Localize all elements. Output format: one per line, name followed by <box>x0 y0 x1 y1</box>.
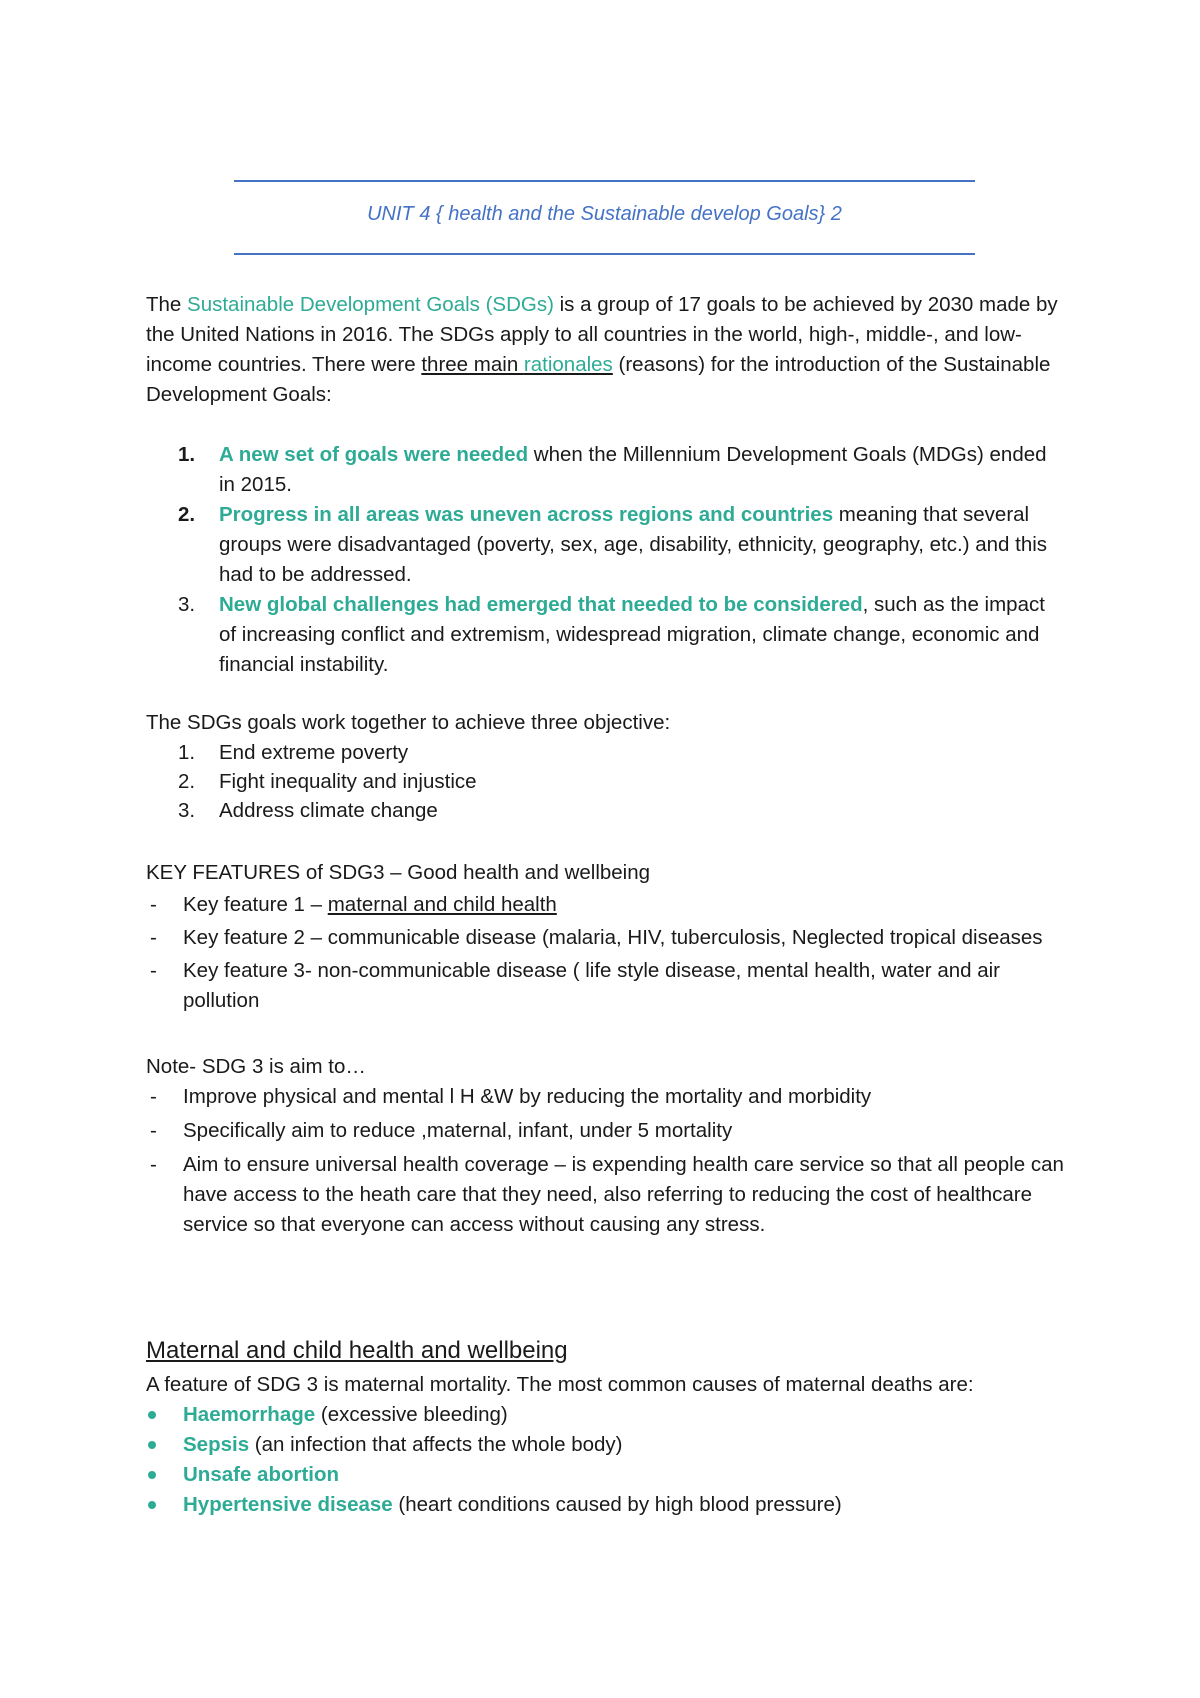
aim-text: Improve physical and mental l H &W by reducing the mortality and morbidity <box>183 1085 872 1108</box>
list-item <box>146 1490 1066 1520</box>
list-item <box>146 1116 1066 1146</box>
sdg-name-highlight: Sustainable Development Goals (SDGs) <box>187 293 554 316</box>
maternal-intro: A feature of SDG 3 is maternal mortality. The most common causes of maternal deaths are: <box>146 1373 974 1396</box>
rationales-list <box>146 440 1066 680</box>
intro-text-1: The <box>146 293 188 316</box>
list-number: 2. <box>178 503 196 526</box>
bullet-dot-icon <box>148 1411 156 1419</box>
list-item <box>146 923 1066 953</box>
rationale-highlight: A new set of goals were needed <box>219 443 529 466</box>
list-item <box>146 956 1066 1016</box>
maternal-causes-list <box>146 1400 1066 1520</box>
cause-description: (heart conditions caused by high blood pressure) <box>392 1493 842 1516</box>
rationale-highlight: New global challenges had emerged that needed to be considered <box>219 593 863 616</box>
list-item <box>146 890 1066 920</box>
intro-text-3: (reasons) for the introduction of the Sustainable Development Goals: <box>146 353 1051 406</box>
bullet-dot-icon <box>148 1471 156 1479</box>
cause-name: Sepsis <box>183 1433 250 1456</box>
cause-name: Unsafe abortion <box>183 1463 340 1486</box>
list-item <box>146 1460 1066 1490</box>
aim-text: Aim to ensure universal health coverage – is expending health care service so that all people can have access to the heath care that they need, also referring to reducing the cost of healthcare service so that everyone can access without causing any stress. <box>183 1153 1064 1236</box>
rationale-highlight: Progress in all areas was uneven across regions and countries <box>219 503 834 526</box>
maternal-heading: Maternal and child health and wellbeing <box>146 1337 568 1364</box>
intro-text-2: is a group of 17 goals to be achieved by 2030 made by the United Nations in 2016. The SDGs apply to all countries in the world, high-, middle-, and low-income countries. There were <box>146 293 1058 376</box>
aims-list <box>146 1082 1066 1244</box>
note-intro: Note- SDG 3 is aim to… <box>146 1055 366 1078</box>
key-feature-1-topic: maternal and child health <box>327 893 557 916</box>
key-features-heading: KEY FEATURES of SDG3 – Good health and wellbeing <box>146 861 651 884</box>
list-item <box>146 1150 1066 1240</box>
list-item <box>146 440 1066 500</box>
list-item <box>146 767 1066 796</box>
list-item <box>146 1082 1066 1112</box>
dash-marker: - <box>150 926 157 949</box>
intro-paragraph <box>146 290 1066 410</box>
list-item <box>146 590 1066 680</box>
key-feature-3: Key feature 3- non-communicable disease ( life style disease, mental health, water and air pollution <box>183 959 1001 1012</box>
bullet-dot-icon <box>148 1441 156 1449</box>
objective-text: Fight inequality and injustice <box>219 770 477 793</box>
cause-name: Hypertensive disease <box>183 1493 393 1516</box>
bullet-dot-icon <box>148 1501 156 1509</box>
rationales-word: rationales <box>523 353 613 376</box>
list-number: 1. <box>178 443 196 466</box>
key-features-list <box>146 890 1066 1019</box>
cause-name: Haemorrhage <box>183 1403 316 1426</box>
list-item <box>146 1400 1066 1430</box>
key-feature-2: Key feature 2 – communicable disease (malaria, HIV, tuberculosis, Neglected tropical diseases <box>183 926 1043 949</box>
rationale-text: , such as the impact of increasing conflict and extremism, widespread migration, climate change, economic and financial instability. <box>219 593 1045 676</box>
cause-description: (an infection that affects the whole body) <box>249 1433 623 1456</box>
dash-marker: - <box>150 1119 157 1142</box>
list-number: 2. <box>178 770 196 793</box>
objective-text: Address climate change <box>219 799 438 822</box>
list-number: 3. <box>178 593 196 616</box>
list-item <box>146 796 1066 825</box>
rationale-text: meaning that several groups were disadvantaged (poverty, sex, age, disability, ethnicity, geography, etc.) and this had to be addressed. <box>219 503 1048 586</box>
key-feature-1-prefix: Key feature 1 – <box>183 893 328 916</box>
list-item <box>146 738 1066 767</box>
three-main-text: three main <box>421 353 524 376</box>
dash-marker: - <box>150 959 157 982</box>
three-main-underlined <box>421 353 612 376</box>
rationale-text: when the Millennium Development Goals (MDGs) ended in 2015. <box>219 443 1047 496</box>
header-rule-top <box>234 180 975 182</box>
dash-marker: - <box>150 1085 157 1108</box>
document-title: UNIT 4 { health and the Sustainable develop Goals} 2 <box>367 203 842 225</box>
aim-text: Specifically aim to reduce ,maternal, infant, under 5 mortality <box>183 1119 733 1142</box>
list-item <box>146 500 1066 590</box>
objective-text: End extreme poverty <box>219 741 409 764</box>
list-item <box>146 1430 1066 1460</box>
list-number: 1. <box>178 741 196 764</box>
dash-marker: - <box>150 1153 157 1176</box>
objectives-list <box>146 738 1066 825</box>
cause-description: (excessive bleeding) <box>315 1403 508 1426</box>
list-number: 3. <box>178 799 196 822</box>
header-rule-bottom <box>234 253 975 255</box>
objectives-intro: The SDGs goals work together to achieve three objective: <box>146 711 671 734</box>
dash-marker: - <box>150 893 157 916</box>
